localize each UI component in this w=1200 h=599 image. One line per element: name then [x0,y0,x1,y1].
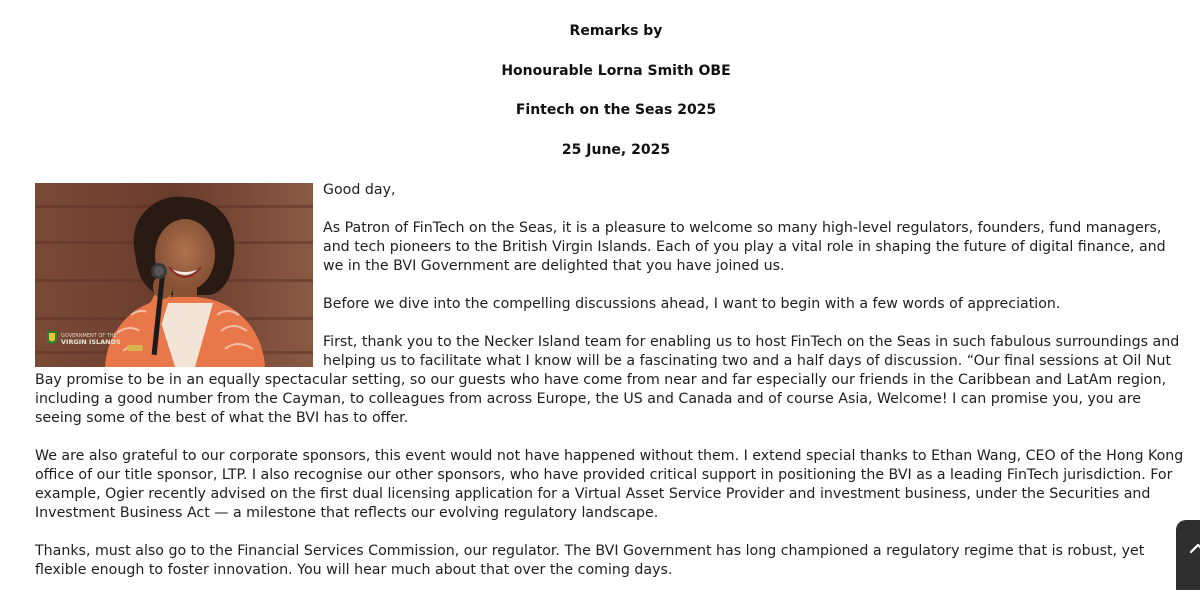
greeting-paragraph: Good day, [323,182,396,198]
welcome-paragraph: As Patron of FinTech on the Seas, it is a pleasure to welcome so many high-level regulators, founders, fund managers, and tech pioneers to the British Virgin Islands. Each of you play a vital role in shaping the future of digital finance, and we in the BVI Government are delighted that you have joined us. [323,220,1166,274]
logo-text-line1: GOVERNMENT OF THE [61,333,117,339]
remarks-by-heading: Remarks by [569,23,663,39]
logo-text-line2: VIRGIN ISLANDS [61,338,121,346]
regulator-paragraph: Thanks, must also go to the Financial Services Commission, our regulator. The BVI Government has long championed a regulatory regime that is robust, yet flexible enough to foster innovation. You will hear much about that over the coming days. [35,543,1145,578]
chevron-up-icon [1189,540,1200,558]
speaker-name-heading: Honourable Lorna Smith OBE [501,63,731,79]
remarks-body [35,181,1185,599]
scroll-to-top-button[interactable] [1176,520,1200,590]
event-name-heading: Fintech on the Seas 2025 [515,102,717,118]
sponsors-paragraph: We are also grateful to our corporate sponsors, this event would not have happened without them. I extend special thanks to Ethan Wang, CEO of the Hong Kong office of our title sponsor, LTP. I also recognise our other sponsors, who have provided critical support in positioning the BVI as a leading FinTech jurisdiction. For example, Ogier recently advised on the first dual licensing application for a Virtual Asset Service Provider and investment business, under the Securities and Investment Business Act — a milestone that reflects our evolving regulatory landscape. [35,448,1184,521]
date-heading: 25 June, 2025 [561,142,671,158]
appreciation-intro-paragraph: Before we dive into the compelling discussions ahead, I want to begin with a few words of appreciation. [323,296,1061,312]
necker-island-paragraph: First, thank you to the Necker Island team for enabling us to host FinTech on the Seas in such fabulous surroundings and helping us to facilitate what I know will be a fascinating two and a half days of discussion. “Our final sessions at Oil Nut Bay promise to be in an equally spectacular setting, so our guests who have come from near and far especially our friends in the Caribbean and LatAm region, including a good number from the Cayman, to colleagues from across Europe, the US and Canada and of course Asia, Welcome! I can promise you, you are seeing some of the best of what the BVI has to offer. [35,334,1180,426]
